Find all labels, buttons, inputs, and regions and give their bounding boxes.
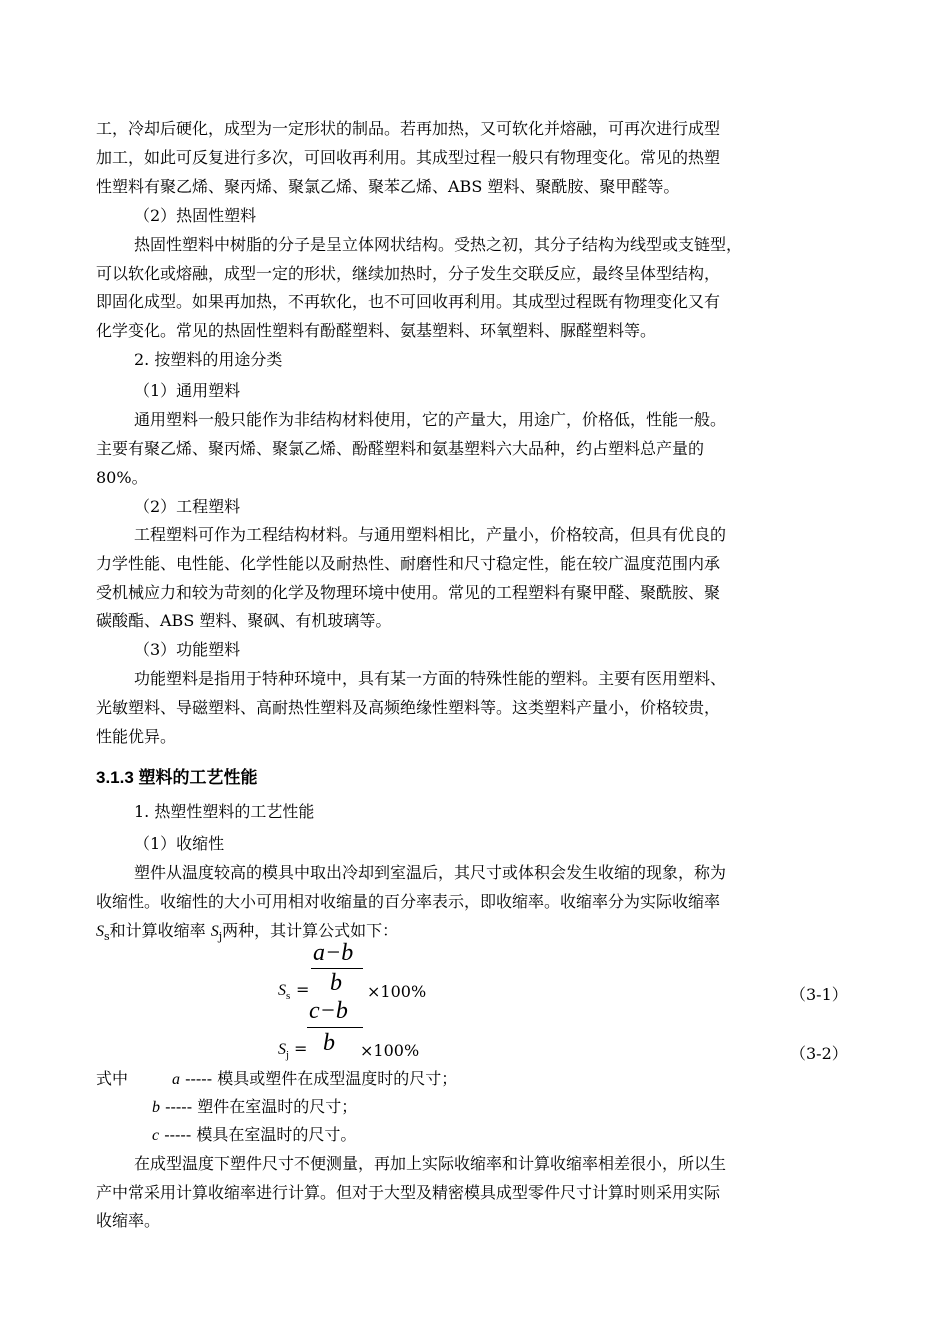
legend-lead: 式中	[96, 1069, 129, 1088]
paragraph-line: 性能优异。	[96, 727, 177, 746]
paragraph-line: 光敏塑料、导磁塑料、高耐热性塑料及高频绝缘性塑料等。这类塑料产量小，价格较贵，	[96, 698, 721, 717]
paragraph-line: 功能塑料是指用于特种环境中，具有某一方面的特殊性能的塑料。主要有医用塑料、	[134, 669, 727, 688]
paragraph-line: 即固化成型。如果再加热，不再软化，也不可回收再利用。其成型过程既有物理变化又有	[96, 292, 721, 311]
subheading-engineering-plastics: （2）工程塑料	[134, 497, 241, 516]
subheading-thermoset: （2）热固性塑料	[134, 206, 257, 225]
paragraph-line: 收缩率。	[96, 1211, 161, 1230]
section-use-classification: 2. 按塑料的用途分类	[134, 350, 283, 369]
paragraph-line: 力学性能、电性能、化学性能以及耐热性、耐磨性和尺寸稳定性，能在较广温度范围内承	[96, 554, 721, 573]
fraction-bar	[311, 968, 363, 969]
equation-number: （3-1）	[790, 985, 848, 1004]
symbol-Sj: $S_j$	[278, 1041, 290, 1062]
paragraph-line: 工程塑料可作为工程结构材料。与通用塑料相比，产量小，价格较高，但具有优良的	[134, 525, 727, 544]
paragraph-line: 可以软化或熔融，成型一定的形状，继续加热时，分子发生交联反应，最终呈体型结构，	[96, 264, 721, 283]
fraction-bar	[307, 1027, 363, 1028]
paragraph-line: 收缩性。收缩性的大小可用相对收缩量的百分率表示，即收缩率。收缩率分为实际收缩率	[96, 892, 721, 911]
paragraph-line: 受机械应力和较为苛刻的化学及物理环境中使用。常见的工程塑料有聚甲醛、聚酰胺、聚	[96, 583, 721, 602]
fraction-denominator: b	[330, 970, 342, 996]
text-fragment: 两种，其计算公式如下：	[222, 921, 399, 940]
paragraph-line: 化学变化。常见的热固性塑料有酚醛塑料、氨基塑料、环氧塑料、脲醛塑料等。	[96, 321, 657, 340]
symbol-S: S	[210, 923, 219, 940]
paragraph-line: 通用塑料一般只能作为非结构材料使用，它的产量大，用途广，价格低，性能一般。	[134, 410, 727, 429]
symbol-Ss: $S_s$	[278, 982, 291, 1003]
paragraph-line: 主要有聚乙烯、聚丙烯、聚氯乙烯、酚醛塑料和氨基塑料六大品种，约占塑料总产量的	[96, 439, 705, 458]
paragraph-line: 产中常采用计算收缩率进行计算。但对于大型及精密模具成型零件尺寸计算时则采用实际	[96, 1183, 721, 1202]
times-100-percent: ×100%	[367, 982, 427, 1001]
equals-sign: =	[294, 1039, 308, 1058]
paragraph-line: 工，冷却后硬化，成型为一定形状的制品。若再加热，又可软化并熔融，可再次进行成型	[96, 119, 721, 138]
section-process-properties: 1. 热塑性塑料的工艺性能	[134, 802, 315, 821]
times-100-percent: ×100%	[360, 1041, 420, 1060]
paragraph-line: 热固性塑料中树脂的分子是呈立体网状结构。受热之初，其分子结构为线型或支链型，	[134, 235, 743, 254]
subscript-j: j	[218, 930, 223, 944]
symbol-S: S	[96, 923, 104, 940]
paragraph-line: 塑件从温度较高的模具中取出冷却到室温后，其尺寸或体积会发生收缩的现象，称为	[134, 863, 727, 882]
legend-b: b ----- 塑件在室温时的尺寸；	[152, 1097, 358, 1116]
fraction-numerator: a−b	[313, 940, 354, 966]
paragraph-line: 在成型温度下塑件尺寸不便测量，再加上实际收缩率和计算收缩率相差很小，所以生	[134, 1154, 727, 1173]
subheading-shrinkage: （1）收缩性	[134, 834, 225, 853]
section-heading: 3.1.3 塑料的工艺性能	[96, 768, 258, 787]
text-fragment: 和计算收缩率	[109, 921, 211, 940]
equation-number: （3-2）	[790, 1044, 848, 1063]
equals-sign: =	[296, 980, 310, 999]
paragraph-line: 80%。	[96, 468, 148, 487]
legend-a: a ----- 模具或塑件在成型温度时的尺寸；	[172, 1069, 458, 1088]
paragraph-line: 碳酸酯、ABS 塑料、聚砜、有机玻璃等。	[96, 611, 392, 630]
fraction-numerator: c−b	[309, 998, 348, 1024]
legend-c: c ----- 模具在室温时的尺寸。	[152, 1125, 357, 1144]
fraction-denominator: b	[323, 1030, 335, 1056]
subscript-s: s	[104, 930, 110, 944]
subheading-functional-plastics: （3）功能塑料	[134, 640, 241, 659]
paragraph-line: 性塑料有聚乙烯、聚丙烯、聚氯乙烯、聚苯乙烯、ABS 塑料、聚酰胺、聚甲醛等。	[96, 177, 680, 196]
subheading-general-plastics: （1）通用塑料	[134, 381, 241, 400]
paragraph-line: 加工，如此可反复进行多次，可回收再利用。其成型过程一般只有物理变化。常见的热塑	[96, 148, 721, 167]
